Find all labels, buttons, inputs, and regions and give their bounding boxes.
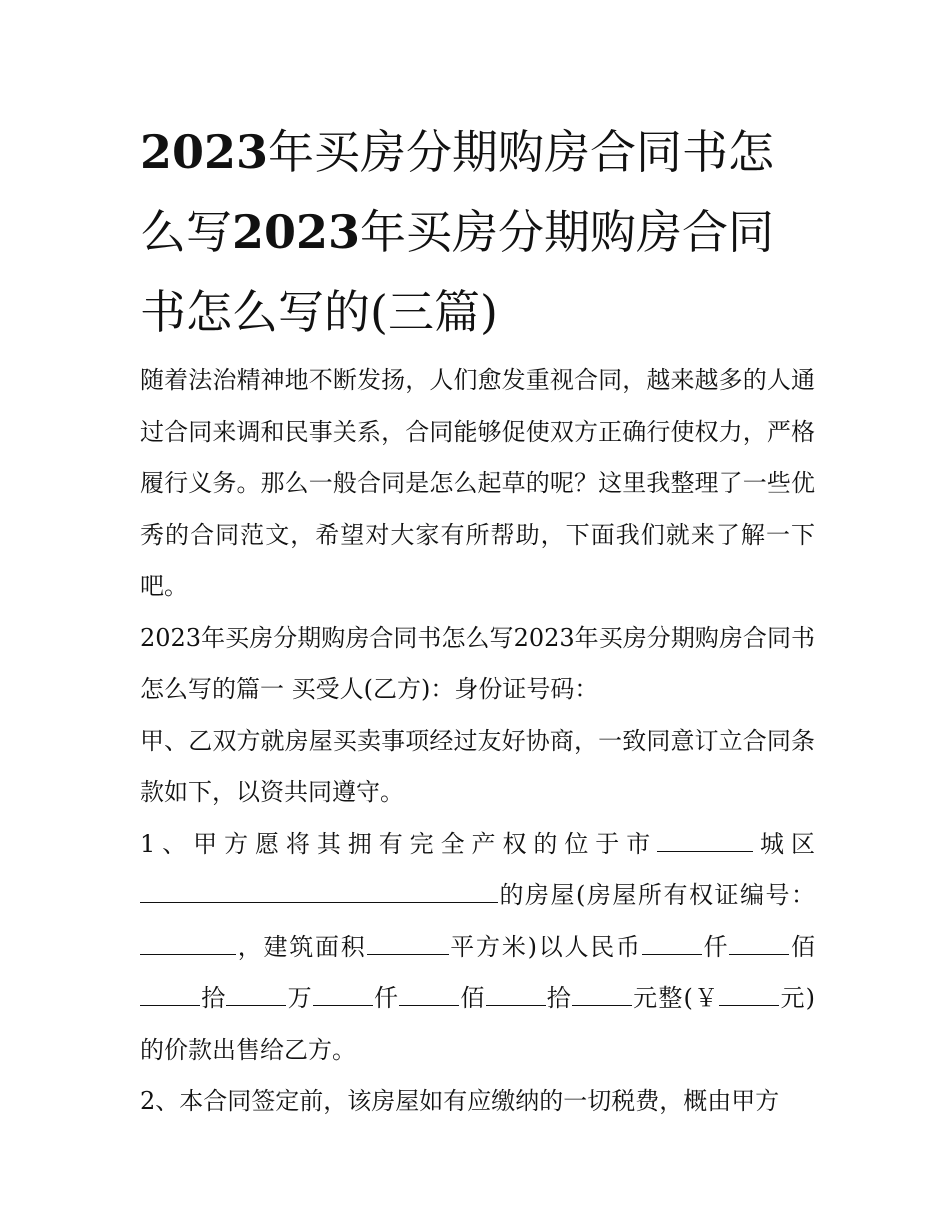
title-year-2: 2023 (232, 205, 361, 259)
area-blank (367, 932, 449, 955)
clause-1-text: 拾 (545, 984, 572, 1012)
title-year-1: 2023 (140, 125, 269, 179)
title-part-1: 年买房分期购房合同书怎么写 (140, 125, 775, 259)
clause-1-paragraph (140, 819, 815, 1077)
amount-figure-blank (719, 983, 779, 1006)
clause-1-text: 城区 (753, 829, 815, 858)
clause-1-text: 元整(￥ (631, 984, 720, 1012)
clause-1-text: 仟 (701, 932, 730, 961)
clause-1-text: 佰 (789, 932, 816, 961)
clause-1-text: 拾 (200, 984, 227, 1012)
clause-2-paragraph: 2、本合同签定前，该房屋如有应缴纳的一切税费，概由甲方 (140, 1087, 780, 1115)
document-title (140, 112, 820, 352)
amount-blank (226, 983, 286, 1006)
amount-blank (642, 932, 702, 955)
clause-1-text: 佰 (459, 984, 486, 1012)
clause-1-text: 1、甲方愿将其拥有完全产权的位于市 (140, 829, 658, 858)
address-blank (140, 880, 498, 903)
clause-1-text: ，建筑面积 (236, 932, 367, 961)
title-part-2: 年买房分期购房合同书怎么写的(三篇) (140, 205, 775, 339)
amount-blank (729, 932, 789, 955)
agreement-paragraph: 甲、乙双方就房屋买卖事项经过友好协商，一致同意订立合同条款如下，以资共同遵守。 (140, 726, 815, 806)
document-body (140, 355, 815, 1128)
amount-blank (572, 983, 632, 1006)
amount-blank (313, 983, 373, 1006)
clause-1-text: 万 (286, 984, 313, 1012)
amount-blank (399, 983, 459, 1006)
amount-blank (486, 983, 546, 1006)
clause-1-text: 仟 (372, 984, 400, 1012)
city-blank (657, 829, 753, 852)
clause-1-text: 的房屋(房屋所有权证编号： (498, 881, 815, 909)
section-heading-paragraph: 2023年买房分期购房合同书怎么写2023年买房分期购房合同书怎么写的篇一 买受人(乙方)：身份证号码： (140, 623, 815, 703)
certificate-number-blank (140, 932, 236, 955)
amount-blank (140, 983, 200, 1006)
clause-1-text: 平方米)以人民币 (448, 932, 642, 961)
intro-paragraph: 随着法治精神地不断发扬，人们愈发重视合同，越来越多的人通过合同来调和民事关系，合同能够促使双方正确行使权力，严格履行义务。那么一般合同是怎么起草的呢？这里我整理了一些优秀的合同范文，希望对大家有所帮助，下面我们就来了解一下吧。 (140, 366, 815, 600)
clause-1-text: 元)的价款出售给乙方。 (140, 984, 816, 1064)
